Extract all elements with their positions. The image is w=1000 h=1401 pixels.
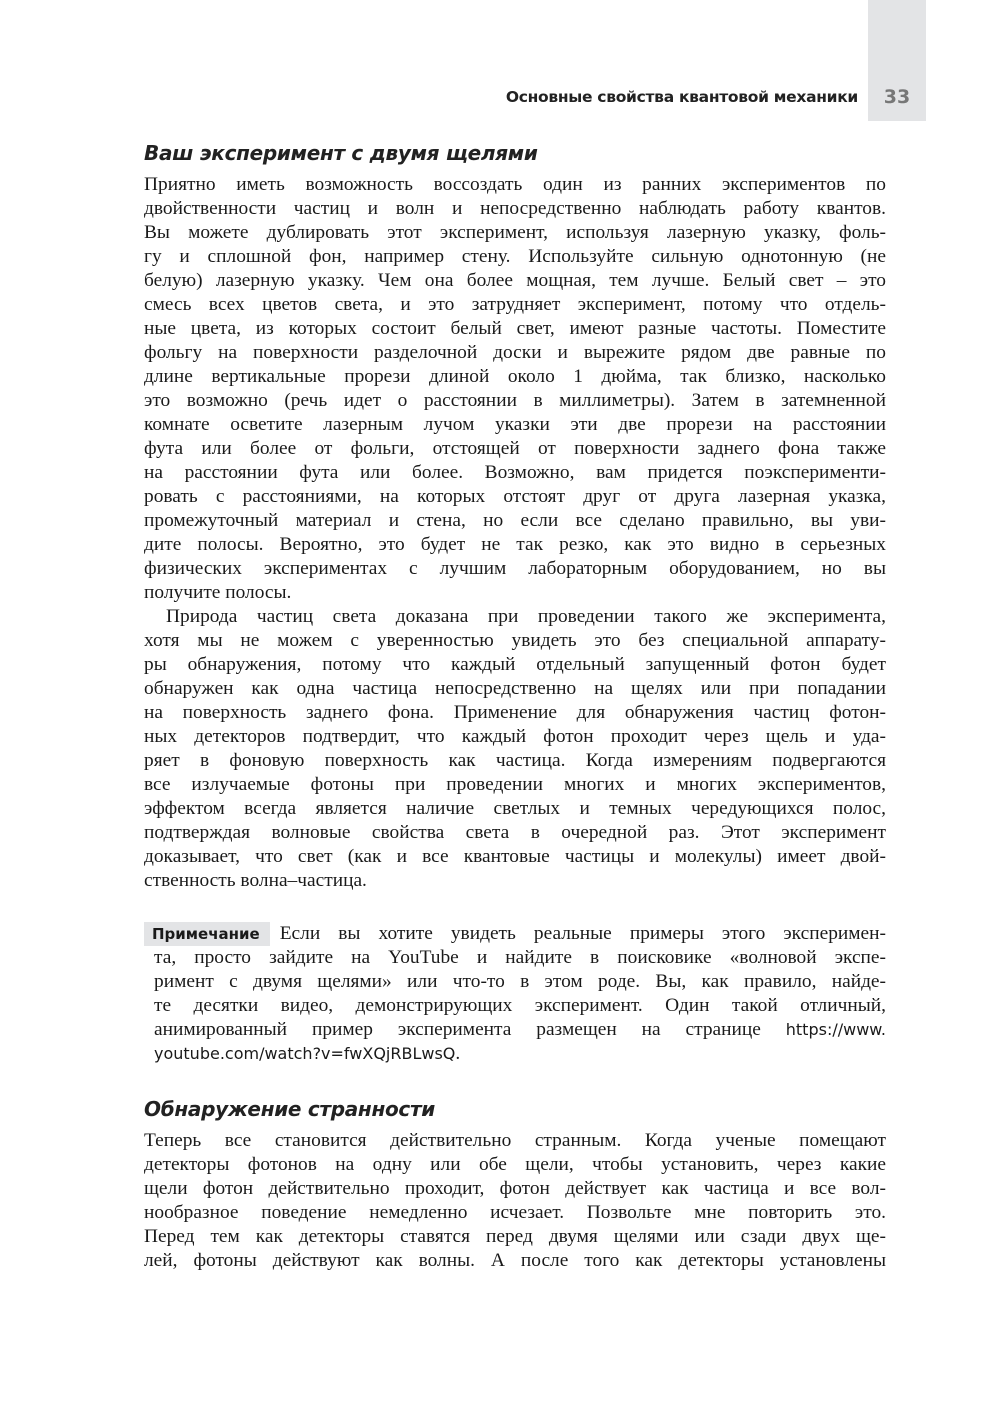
text-line: промежуточный материал и стена, но если все сделано правильно, вы уви- xyxy=(144,510,886,531)
text-line: белую) лазерную указку. Чем она более мощная, тем лучше. Белый свет – это xyxy=(144,270,886,291)
text-line: ряет в фоновую поверхность как частица. Когда измерениям подвергаются xyxy=(144,750,886,771)
text-line: эффектом всегда является наличие светлых и темных чередующихся полос, xyxy=(144,798,886,819)
paragraph xyxy=(144,1129,886,1273)
note-line: римент с двумя щелями» или что-то в этом роде. Вы, как правило, найде- xyxy=(154,971,886,992)
text-line: двойственности частиц и волн и непосредственно наблюдать работу квантов. xyxy=(144,198,886,219)
text-line: нообразное поведение немедленно исчезает. Позвольте мне повторить это. xyxy=(144,1202,886,1223)
text-line: Вы можете дублировать этот эксперимент, используя лазерную указку, фоль- xyxy=(144,222,886,243)
url-link-part[interactable]: youtube.com/watch?v=fwXQjRBLwsQ xyxy=(154,1044,456,1063)
text-line: хотя мы не можем с уверенностью увидеть это без специальной аппарату- xyxy=(144,630,886,651)
text-line: подтверждая волновые свойства света в очередной раз. Этот эксперимент xyxy=(144,822,886,843)
text-line: на поверхность заднего фона. Применение для обнаружения частиц фотон- xyxy=(144,702,886,723)
text-line: комнате осветите лазерным лучом указки эти две прорези на расстоянии xyxy=(144,414,886,435)
text-line: ровать с расстояниями, на которых отстоят друг от друга лазерная указка, xyxy=(144,486,886,507)
note-line: та, просто зайдите на YouTube и найдите в поисковике «волновой экспе- xyxy=(154,947,886,968)
text-line: это возможно (речь идет о расстоянии в миллиметры). Затем в затемненной xyxy=(144,390,886,411)
url-link-part[interactable]: https://www. xyxy=(785,1020,886,1039)
section-heading: Обнаружение странности xyxy=(144,1097,435,1121)
text-line: Теперь все становится действительно странным. Когда ученые помещают xyxy=(144,1130,886,1151)
text-line: щели фотон действительно проходит, фотон действует как частица и все вол- xyxy=(144,1178,886,1199)
text-line: длине вертикальные прорези длиной около 1 дюйма, так близко, насколько xyxy=(144,366,886,387)
note-line: youtube.com/watch?v=fwXQjRBLwsQ. xyxy=(154,1043,461,1064)
text-line: фольгу на поверхности разделочной доски и вырежите рядом две равные по xyxy=(144,342,886,363)
text-line: детекторы фотонов на одну или обе щели, чтобы установить, через какие xyxy=(144,1154,886,1175)
text-line: физических экспериментах с лучшим лабораторным оборудованием, но вы xyxy=(144,558,886,579)
text-line: гу и сплошной фон, например стену. Используйте сильную однотонную (не xyxy=(144,246,886,267)
text-line: ных детекторов подтвердит, что каждый фотон проходит через щель и уда- xyxy=(144,726,886,747)
text-line: ные цвета, из которых состоит белый свет, имеют разные частоты. Поместите xyxy=(144,318,886,339)
text-line: фута или более от фольги, отстоящей от поверхности заднего фона также xyxy=(144,438,886,459)
note-label: Примечание xyxy=(144,922,270,946)
text-line: Перед тем как детекторы ставятся перед двумя щелями или сзади двух ще- xyxy=(144,1226,886,1247)
note-line: Примечание Если вы хотите увидеть реальные примеры этого эксперимен- xyxy=(144,922,886,946)
note-line: те десятки видео, демонстрирующих эксперимент. Один такой отличный, xyxy=(154,995,886,1016)
text-line: ственность волна–частица. xyxy=(144,870,367,891)
text-line: смесь всех цветов света, и это затрудняет эксперимент, потому что отдель- xyxy=(144,294,886,315)
text-line: получите полосы. xyxy=(144,582,292,603)
text-line: Природа частиц света доказана при проведении такого же эксперимента, xyxy=(166,606,886,627)
paragraph xyxy=(144,173,886,605)
text-line: все излучаемые фотоны при проведении многих и многих экспериментов, xyxy=(144,774,886,795)
text-line: на расстоянии фута или более. Возможно, вам придется поэксперименти- xyxy=(144,462,886,483)
text-line: обнаружен как одна частица непосредственно на щелях или при попадании xyxy=(144,678,886,699)
text-line: Приятно иметь возможность воссоздать один из ранних экспериментов по xyxy=(144,174,886,195)
page-number: 33 xyxy=(883,86,911,108)
note-block xyxy=(144,922,886,1066)
note-line: анимированный пример эксперимента размещен на странице https://www. xyxy=(154,1019,886,1040)
text-line: ры обнаружения, потому что каждый отдельный запущенный фотон будет xyxy=(144,654,886,675)
text-line: дите полосы. Вероятно, это будет не так резко, как это видно в серьезных xyxy=(144,534,886,555)
running-header: Основные свойства квантовой механики xyxy=(505,88,858,106)
text-line: лей, фотоны действуют как волны. А после того как детекторы установлены xyxy=(144,1250,886,1271)
text-line: доказывает, что свет (как и все квантовые частицы и молекулы) имеет двой- xyxy=(144,846,886,867)
paragraph xyxy=(144,605,886,893)
section-heading: Ваш эксперимент с двумя щелями xyxy=(144,141,538,165)
